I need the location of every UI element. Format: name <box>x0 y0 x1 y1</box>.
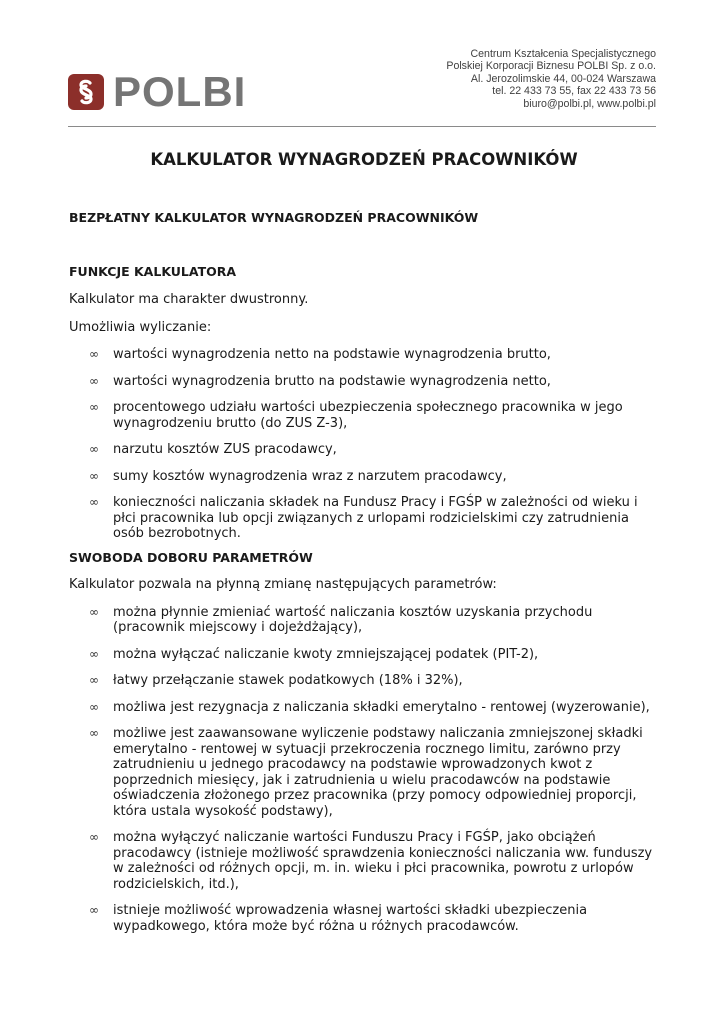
infinity-bullet-icon: ∞ <box>89 373 99 388</box>
infinity-bullet-icon: ∞ <box>89 495 99 509</box>
section-heading-parameters: SWOBODA DOBORU PARAMETRÓW <box>69 549 313 565</box>
document-body <box>69 150 659 934</box>
list-item <box>69 903 659 934</box>
list-item <box>69 647 659 663</box>
company-line: Centrum Kształcenia Specjalistycznego <box>470 48 656 60</box>
infinity-bullet-icon: ∞ <box>89 699 99 714</box>
infinity-bullet-icon: ∞ <box>89 726 99 740</box>
infinity-bullet-icon: ∞ <box>89 468 99 483</box>
infinity-bullet-icon: ∞ <box>89 903 99 917</box>
list-item <box>69 495 659 542</box>
polbi-logo <box>68 68 247 115</box>
infinity-bullet-icon: ∞ <box>89 604 99 619</box>
infinity-bullet-icon: ∞ <box>89 400 99 414</box>
document-subtitle: BEZPŁATNY KALKULATOR WYNAGRODZEŃ PRACOWNIKÓW <box>69 210 479 225</box>
functions-list <box>69 347 659 542</box>
list-item-text: łatwy przełączanie stawek podatkowych (18% i 32%), <box>113 673 463 688</box>
company-line: Polskiej Korporacji Biznesu POLBI Sp. z o.o. <box>446 60 656 73</box>
infinity-bullet-icon: ∞ <box>89 673 99 687</box>
list-item <box>69 673 659 689</box>
paragraph: Umożliwia wyliczanie: <box>69 319 212 335</box>
company-address <box>446 48 656 110</box>
section-sign-icon <box>68 74 104 110</box>
list-item-text: można wyłączać naliczanie kwoty zmniejszającej podatek (PIT-2), <box>113 646 539 662</box>
list-item-text: można płynnie zmieniać wartość naliczania kosztów uzyskania przychodu (pracownik miejscowy i dojeżdżający), <box>113 604 593 635</box>
list-item-text: możliwa jest rezygnacja z naliczania składki emerytalno - rentowej (wyzerowanie), <box>113 699 650 715</box>
list-item <box>69 469 659 485</box>
list-item-text: procentowego udziału wartości ubezpieczenia społecznego pracownika w jego wynagrodzeniu brutto (do ZUS Z-3), <box>113 400 623 431</box>
logo-wordmark: POLBI <box>113 68 247 115</box>
list-item-text: możliwe jest zaawansowane wyliczenie podstawy naliczania zmniejszonej składki emerytalno - rentowej w sytuacji przekroczenia rocznego limitu, zarówno przy zatrudnieniu u jednego pracodawcy na podstawie wprowadzonych kwot z poprzednich miesięcy, jak i zatrudnienia u wielu pracodawców na podstawie oświadczenia złożonego przez pracownika (przy pomocy odpowiedniej proporcji, która ustala wysokość podstawy), <box>113 726 643 819</box>
paragraph: Kalkulator pozwala na płynną zmianę następujących parametrów: <box>69 577 497 592</box>
paragraph: Kalkulator ma charakter dwustronny. <box>69 292 309 307</box>
company-line: Al. Jerozolimskie 44, 00-024 Warszawa <box>470 72 656 85</box>
list-item-text: istnieje możliwość wprowadzenia własnej wartości składki ubezpieczenia wypadkowego, która może być różna u różnych pracodawców. <box>113 903 588 934</box>
letterhead <box>68 44 656 124</box>
parameters-list <box>69 605 659 935</box>
page-title: KALKULATOR WYNAGRODZEŃ PRACOWNIKÓW <box>150 150 578 169</box>
list-item <box>69 374 659 390</box>
list-item <box>69 442 659 458</box>
company-line: tel. 22 433 73 55, fax 22 433 73 56 <box>492 85 656 98</box>
list-item <box>69 400 659 431</box>
list-item <box>69 700 659 716</box>
infinity-bullet-icon: ∞ <box>89 347 99 361</box>
list-item-text: konieczności naliczania składek na Fundusz Pracy i FGŚP w zależności od wieku i płci pracownika lub opcji związanych z urlopami rodzicielskimi czy zatrudnienia osób bezrobotnych. <box>113 495 638 541</box>
header-divider <box>68 126 656 127</box>
list-item-text: narzutu kosztów ZUS pracodawcy, <box>113 442 337 457</box>
infinity-bullet-icon: ∞ <box>89 442 99 456</box>
list-item-text: wartości wynagrodzenia brutto na podstawie wynagrodzenia netto, <box>113 373 551 389</box>
list-item <box>69 726 659 819</box>
section-heading-functions: FUNKCJE KALKULATORA <box>69 263 237 279</box>
list-item-text: wartości wynagrodzenia netto na podstawie wynagrodzenia brutto, <box>113 347 551 362</box>
list-item-text: można wyłączyć naliczanie wartości Funduszu Pracy i FGŚP, jako obciążeń pracodawcy (istnieje możliwość sprawdzenia konieczności naliczania ww. funduszy w zależności od różnych opcji, m. in. wieku i płci pracownika, powrotu z urlopów rodzicielskich, itd.), <box>113 830 653 892</box>
list-item <box>69 347 659 363</box>
company-contact-line[interactable]: biuro@polbi.pl, www.polbi.pl <box>523 97 656 110</box>
list-item <box>69 830 659 892</box>
infinity-bullet-icon: ∞ <box>89 646 99 661</box>
list-item-text: sumy kosztów wynagrodzenia wraz z narzutem pracodawcy, <box>113 468 507 484</box>
list-item <box>69 605 659 636</box>
infinity-bullet-icon: ∞ <box>89 830 99 844</box>
